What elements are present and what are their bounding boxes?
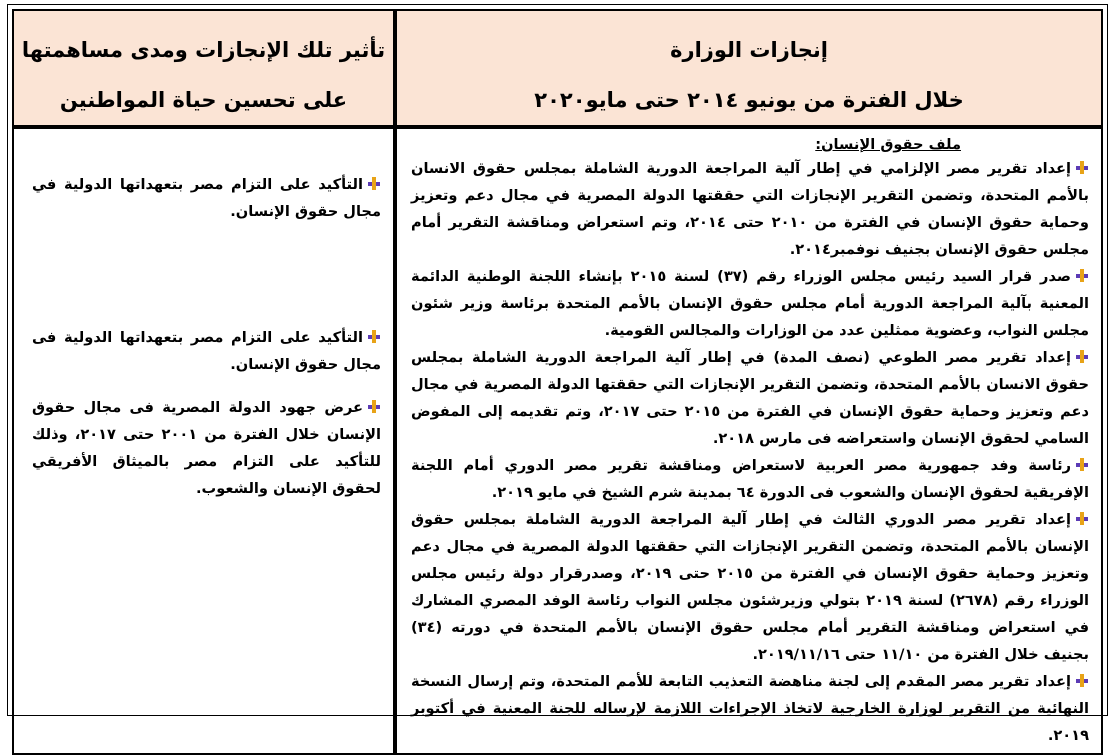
- header-cell-achievements: [395, 9, 1103, 127]
- header-cell-impact: [12, 9, 395, 127]
- impact-item: التأكيد على التزام مصر بتعهداتها الدولية في مجال حقوق الإنسان.: [32, 176, 381, 220]
- bullet-icon: [366, 329, 381, 344]
- header-impact-line1: تأثير تلك الإنجازات ومدى مساهمتها: [21, 38, 386, 62]
- impact-item: عرض جهود الدولة المصرية فى مجال حقوق الإنسان خلال الفترة من ٢٠٠١ حتى ٢٠١٧، وذلك للتأكيد على التزام مصر بالميثاق الأفريقي لحقوق الإنسان والشعوب.: [32, 399, 381, 497]
- achievements-cell: [395, 127, 1103, 755]
- section-title: ملف حقوق الإنسان:: [815, 136, 961, 153]
- impact-cell: [12, 127, 395, 755]
- achievement-item: صدر قرار السيد رئيس مجلس الوزراء رقم (٣٧) لسنة ٢٠١٥ بإنشاء اللجنة الوطنية الدائمة المعنية بآلية المراجعة الدورية أمام مجلس حقوق الإنسان بالأمم المتحدة برئاسة وزير شئون مجلس النواب، وعضوية ممثلين عدد من الوزارات والمجالس القومية.: [411, 268, 1089, 339]
- bullet-icon: [1074, 457, 1089, 472]
- achievement-item: إعداد تقرير مصر الدوري الثالث في إطار آلية المراجعة الدورية الشاملة بمجلس حقوق الإنسان بالأمم المتحدة، وتضمن التقرير الإنجازات التي حققتها الدولة المصرية في مجال دعم وتعزيز وحماية حقوق الإنسان في الفترة من ٢٠١٥ حتى ٢٠١٩، وصدرقرار دولة رئيس مجلس الوزراء رقم (٢٦٧٨) لسنة ٢٠١٩ بتولي وزيرشئون مجلس النواب رئاسة الوفد المصري المشارك في استعراض ومناقشة التقرير أمام مجلس حقوق الإنسان بالأمم المتحدة في دورته (٣٤) بجنيف خلال الفترة من ١١/١٠ حتى ٢٠١٩/١١/١٦.: [411, 511, 1089, 663]
- achievements-table: [12, 9, 1103, 755]
- achievement-item: إعداد تقرير مصر الإلزامي في إطار آلية المراجعة الدورية الشاملة بمجلس حقوق الانسان بالأمم المتحدة، وتضمن التقرير الإنجازات التي حققتها الدولة المصرية في مجال دعم وتعزيز وحماية حقوق الإنسان في الفترة من ٢٠١٠ حتى ٢٠١٤، وتم استعراض ومناقشة التقرير أمام مجلس حقوق الإنسان بجنيف نوفمبر٢٠١٤.: [411, 160, 1089, 258]
- achievement-item: إعداد تقرير مصر المقدم إلى لجنة مناهضة التعذيب التابعة للأمم المتحدة، وتم إرسال النسخة النهائية من التقرير لوزارة الخارجية لاتخاذ الإجراءات اللازمة لإرساله للجنة المعنية في أكتوبر ٢٠١٩.: [411, 673, 1089, 744]
- achievement-item: رئاسة وفد جمهورية مصر العربية لاستعراض ومناقشة تقرير مصر الدوري أمام اللجنة الإفريقية لحقوق الإنسان والشعوب فى الدورة ٦٤ بمدينة شرم الشيخ في مايو ٢٠١٩.: [411, 457, 1089, 501]
- header-achievements-line2: خلال الفترة من يونيو ٢٠١٤ حتى مايو٢٠٢٠: [534, 88, 964, 112]
- achievement-item: إعداد تقرير مصر الطوعي (نصف المدة) في إطار آلية المراجعة الدورية الشاملة بمجلس حقوق الانسان بالأمم المتحدة، وتضمن التقرير الإنجازات التي حققتها الدولة المصرية في مجال دعم وتعزيز وحماية حقوق الإنسان في الفترة من ٢٠١٥ حتى ٢٠١٧، وتم تقديمه إلى المفوض السامي لحقوق الإنسان واستعراضه فى مارس ٢٠١٨.: [411, 349, 1090, 447]
- header-row: [12, 9, 1103, 127]
- bullet-icon: [1074, 160, 1089, 175]
- bullet-icon: [1074, 673, 1089, 688]
- bullet-icon: [366, 176, 381, 191]
- body-row: [12, 127, 1103, 755]
- bullet-icon: [1074, 268, 1089, 283]
- header-impact-line2: على تحسين حياة المواطنين: [59, 88, 348, 112]
- impact-item: التأكيد على التزام مصر بتعهداتها الدولية فى مجال حقوق الإنسان.: [32, 329, 381, 373]
- bullet-icon: [1074, 511, 1089, 526]
- bullet-icon: [366, 399, 381, 414]
- header-achievements-line1: إنجازات الوزارة: [670, 38, 828, 62]
- bullet-icon: [1074, 349, 1089, 364]
